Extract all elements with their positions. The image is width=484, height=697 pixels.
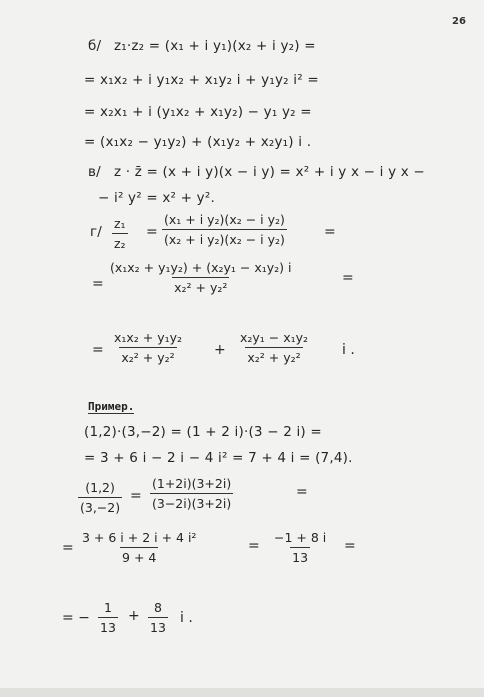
imaginary-unit: i . xyxy=(180,610,193,626)
numerator: 1 xyxy=(103,600,112,615)
fraction-imag-part xyxy=(238,330,310,365)
fraction-real-result xyxy=(98,600,118,635)
equals-sign: = xyxy=(342,270,354,286)
fraction-combined xyxy=(108,260,293,295)
fraction-expanded-example xyxy=(80,530,198,565)
equals-sign: = xyxy=(248,538,260,554)
equals-sign: = xyxy=(324,224,336,240)
page-number: 26 xyxy=(452,16,466,27)
numerator: x₁x₂ + y₁y₂ xyxy=(114,330,183,345)
numerator: −1 + 8 i xyxy=(274,530,327,545)
example-line-1: (1,2)·(3,−2) = (1 + 2 i)·(3 − 2 i) = xyxy=(84,424,322,440)
scan-bottom-edge xyxy=(0,688,484,697)
numerator: 3 + 6 i + 2 i + 4 i² xyxy=(82,530,197,545)
denominator: 13 xyxy=(98,617,118,635)
denominator: x₂² + y₂² xyxy=(245,347,302,365)
section-b-line-2: = x₁x₂ + i y₁x₂ + x₁y₂ i + y₁y₂ i² = xyxy=(84,72,319,88)
numerator: 8 xyxy=(153,600,162,615)
section-b-marker: б/ xyxy=(88,38,102,54)
denominator: x₂² + y₂² xyxy=(172,277,229,295)
fraction-result xyxy=(272,530,328,565)
equals-sign: = xyxy=(344,538,356,554)
equals-sign: = xyxy=(92,276,104,292)
fraction-real-part xyxy=(112,330,184,365)
equals-minus: = − xyxy=(62,610,90,626)
denominator: 13 xyxy=(148,617,168,635)
fraction-imag-result xyxy=(148,600,168,635)
denominator: 13 xyxy=(290,547,310,565)
imaginary-unit: i . xyxy=(342,342,355,358)
fraction-z1-z2 xyxy=(112,216,128,251)
denominator: (3−2i)(3+2i) xyxy=(150,493,233,511)
section-b-line-3: = x₂x₁ + i (y₁x₂ + x₁y₂) − y₁ y₂ = xyxy=(84,104,312,120)
fraction-complex xyxy=(150,476,233,511)
numerator: x₂y₁ − x₁y₂ xyxy=(240,330,309,345)
equals-sign: = xyxy=(92,342,104,358)
section-v-marker: в/ xyxy=(88,164,101,180)
denominator: (3,−2) xyxy=(78,497,122,515)
equals-sign: = xyxy=(146,224,158,240)
numerator: (x₁ + i y₂)(x₂ − i y₂) xyxy=(164,212,285,227)
plus-sign: + xyxy=(214,342,226,358)
denominator: (x₂ + i y₂)(x₂ − i y₂) xyxy=(162,229,287,247)
fraction-expanded xyxy=(162,212,287,247)
denominator: z₂ xyxy=(112,233,128,251)
equals-sign: = xyxy=(130,488,142,504)
example-line-2: = 3 + 6 i − 2 i − 4 i² = 7 + 4 i = (7,4). xyxy=(84,450,353,466)
section-g-marker: г/ xyxy=(90,224,103,240)
numerator: (1,2) xyxy=(85,480,115,495)
section-b-line-1: z₁·z₂ = (x₁ + i y₁)(x₂ + i y₂) = xyxy=(114,38,316,54)
equals-sign: = xyxy=(296,484,308,500)
example-heading: Пример. xyxy=(88,400,135,413)
section-b-line-4: = (x₁x₂ − y₁y₂) + (x₁y₂ + x₂y₁) i . xyxy=(84,134,312,150)
numerator: (x₁x₂ + y₁y₂) + (x₂y₁ − x₁y₂) i xyxy=(110,260,292,275)
denominator: x₂² + y₂² xyxy=(119,347,176,365)
section-v-line-2: − i² y² = x² + y². xyxy=(98,190,215,206)
denominator: 9 + 4 xyxy=(120,547,158,565)
equals-sign: = xyxy=(62,540,74,556)
numerator: (1+2i)(3+2i) xyxy=(152,476,232,491)
plus-sign: + xyxy=(128,608,140,624)
fraction-pairs xyxy=(78,480,122,515)
section-v-line-1: z · z̄ = (x + i y)(x − i y) = x² + i y x − i y x − xyxy=(114,164,425,180)
numerator: z₁ xyxy=(114,216,126,231)
